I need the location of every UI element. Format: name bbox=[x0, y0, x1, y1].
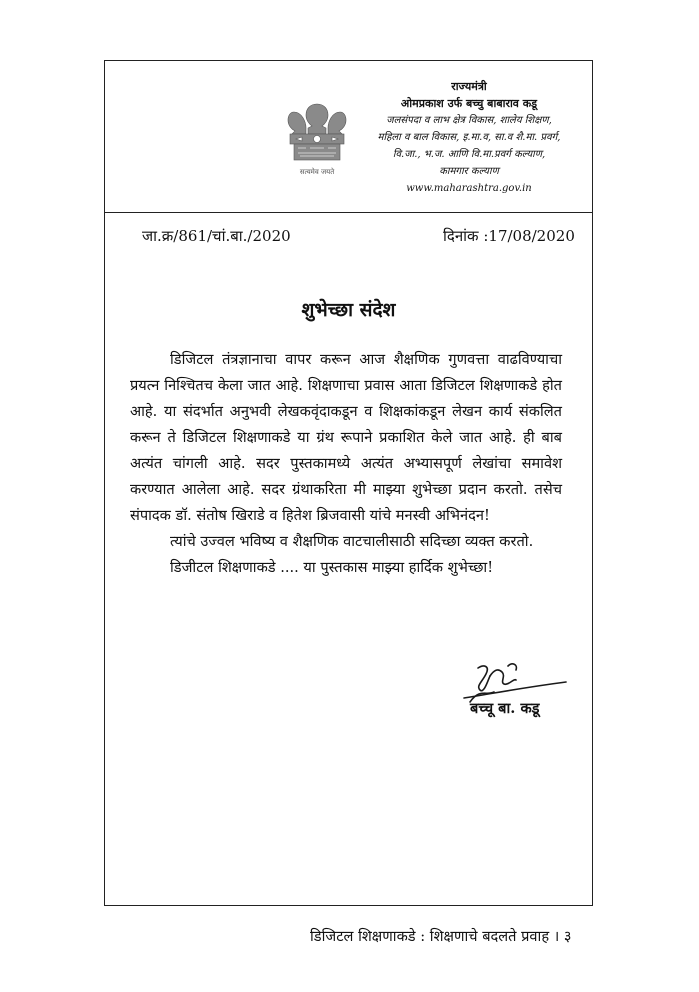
website-link[interactable]: www.maharashtra.gov.in bbox=[406, 183, 532, 194]
letterhead-text bbox=[350, 78, 588, 197]
portfolio-line-4: कामगार कल्याण bbox=[439, 166, 499, 177]
message-paragraph-2: त्यांचे उज्वल भविष्य व शैक्षणिक वाटचालीसाठी सदिच्छा व्यक्त करतो. bbox=[170, 533, 534, 550]
minister-designation: राज्यमंत्री bbox=[451, 80, 487, 93]
reference-number: जा.क्र/861/चां.बा./2020 bbox=[142, 227, 291, 245]
portfolio-line-3: वि.जा., भ.ज. आणि वि.मा.प्रवर्ग कल्याण, bbox=[392, 149, 546, 160]
page-footer: डिजिटल शिक्षणाकडे : शिक्षणाचे बदलते प्रवाह । ३ bbox=[310, 928, 572, 945]
national-emblem-icon bbox=[286, 98, 348, 178]
message-paragraph-1: डिजिटल तंत्रज्ञानाचा वापर करून आज शैक्षणिक गुणवत्ता वाढविण्याचा प्रयत्न निश्चितच केला जात आहे. शिक्षणाचा प्रवास आता डिजिटल शिक्षणाकडे होत आहे. या संदर्भात अनुभवी लेखकवृंदाकडून व शिक्षकांकडून लेखन कार्य संकलित करून ते डिजिटल शिक्षणाकडे या ग्रंथ रूपाने प्रकाशित केले जात आहे. ही बाब अत्यंत चांगली आहे. सदर पुस्तकामध्ये अत्यंत अभ्यासपूर्ण लेखांचा समावेश करण्यात आलेला आहे. सदर ग्रंथाकरिता मी माझ्या शुभेच्छा प्रदान करतो. तसेच संपादक डॉ. संतोष खिराडे व हितेश ब्रिजवासी यांचे मनस्वी अभिनंदन! bbox=[130, 351, 562, 524]
portfolio-line-1: जलसंपदा व लाभ क्षेत्र विकास, शालेय शिक्षण, bbox=[386, 115, 552, 126]
signatory-name: बच्चू बा. कडू bbox=[470, 700, 540, 717]
message-body bbox=[130, 347, 562, 581]
portfolio-line-2: महिला व बाल विकास, इ.मा.व, सा.व शै.मा. प्रवर्ग, bbox=[377, 132, 561, 143]
letter-date: दिनांक :17/08/2020 bbox=[443, 227, 575, 245]
minister-name: ओमप्रकाश उर्फ बच्चु बाबाराव कडू bbox=[400, 97, 538, 110]
page-title: शुभेच्छा संदेश bbox=[301, 299, 396, 321]
letterhead-divider bbox=[104, 212, 593, 213]
emblem-motto: सत्यमेव जयते bbox=[299, 168, 335, 176]
message-paragraph-3: डिजीटल शिक्षणाकडे .... या पुस्तकास माझ्या हार्दिक शुभेच्छा! bbox=[170, 559, 494, 576]
